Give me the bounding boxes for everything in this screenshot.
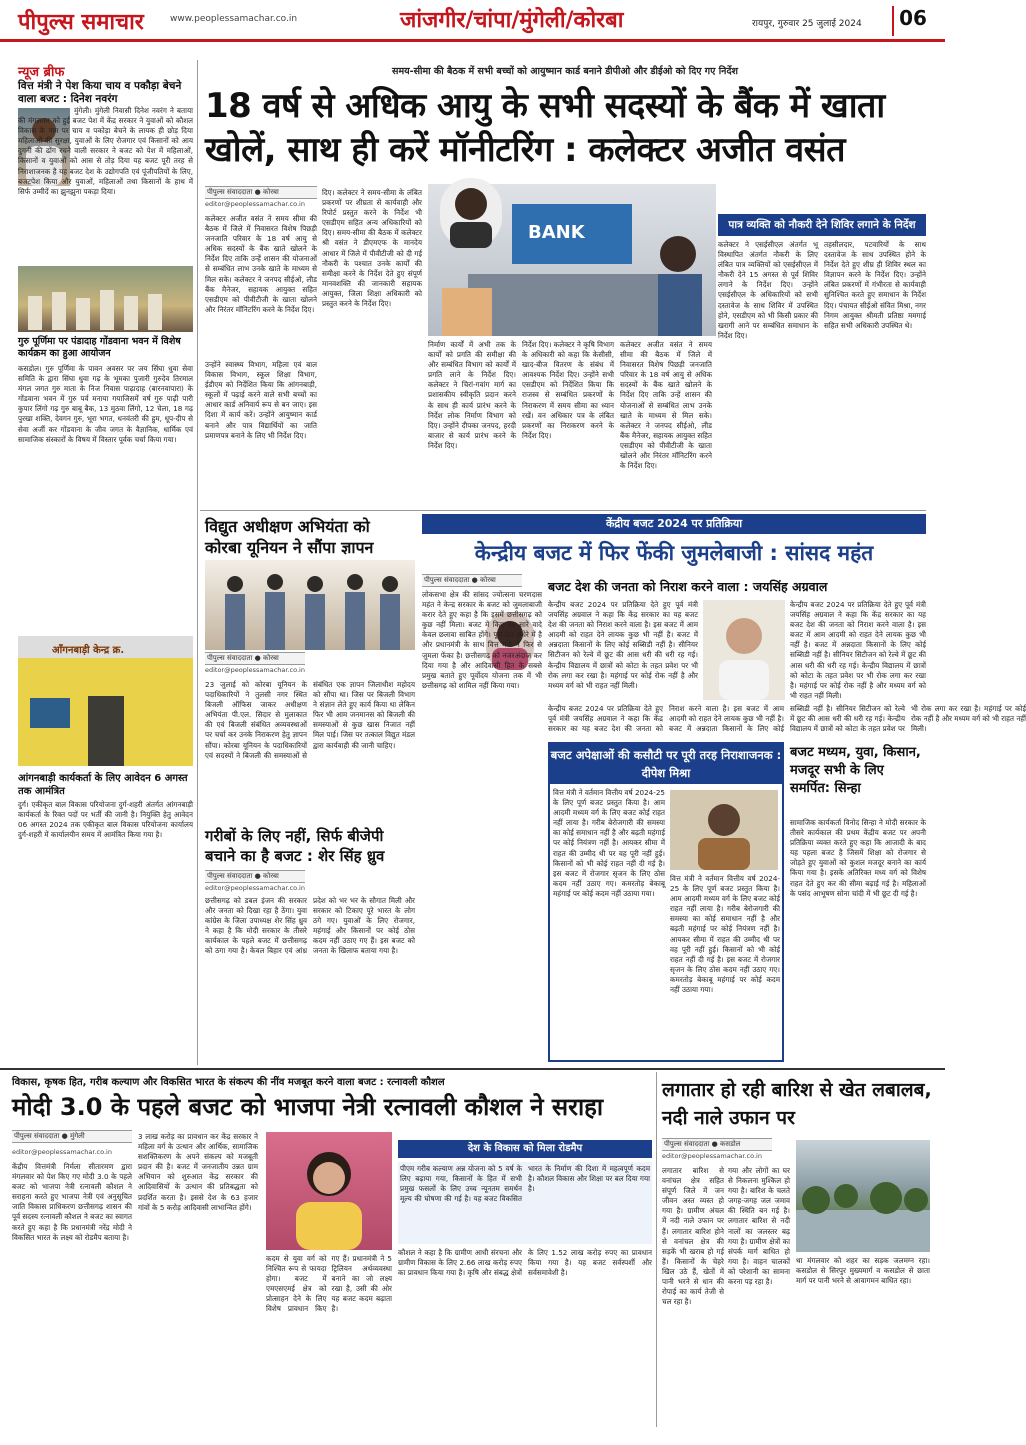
top-story-headline: 18 वर्ष से अधिक आयु के सभी सदस्यों के बैंक में खाता खोलें, साथ ही करें मॉनीटरिंग : कलेक्टर अजीत वसंत — [205, 86, 885, 170]
brief-2-photo — [18, 266, 193, 332]
fold-divider — [0, 1068, 945, 1070]
rain-story-caption: था मंगलवार को शहर का सड़क जलमग्न रहा। कसडोल से सिरपुर मुख्यमार्ग व कसडोल से छाता मार्ग पर पानी भरने से आवागमन बाधित रहा। — [796, 1256, 930, 1286]
collector-photo — [440, 178, 502, 248]
poor-story-email: editor@peoplessamachar.co.in — [205, 884, 305, 892]
gathering-photo-icon — [18, 266, 193, 332]
mahant-story-headline: केन्द्रीय बजट में फिर फेंकी जुमलेबाजी : सांसद महंत — [474, 541, 874, 565]
mahant-story-text: लोकसभा क्षेत्र की सांसद ज्योत्सना चरणदास महंत ने केन्द्र सरकार के बजट को जुमलाबाजी करार देते हुए कहा है कि इसमें छत्तीसगढ़ को कुछ नहीं मिला। बजट में किए गए सारे वादे केवल छलावा साबित होंगे। पूरा देश अंधेरे में है और प्रधानमंत्री के साथ वित्त मंत्री ने फिर से जुमला फेंका है। छत्तीसगढ़ को नजरअंदाज कर दिया गया है और आदिवासी हित के सबसे प्रमुख बताते हुए पूर्वोदय योजना तक में भी छत्तीसगढ़ को शामिल नहीं किया गया। — [422, 590, 542, 690]
union-photo — [205, 560, 415, 650]
anganwadi-sign-text: आँगनबाड़ी केन्द्र क्र. — [52, 645, 125, 656]
bottom-column-divider — [656, 1072, 657, 1427]
agrawal-story-text-3: केन्द्रीय बजट 2024 पर प्रतिक्रिया देते हुए पूर्व मंत्री जयसिंह अग्रवाल ने कहा कि केंद्र सरकार का यह बजट देश की जनता को निराश करने वाला है। इस बजट में आम आदमी को राहत देने लायक कुछ भी नहीं है। बजट में अन्नदाता किसानों के लिए कोई सब्सिडी नहीं है। सीनियर सिटीजन को रेल्वे में छूट की आस धरी की धरी रह गई। केन्द्रीय विद्यालय में छात्रों को कोटा के तहत प्रवेश पर भी रोक लगा कर रखा है। महंगाई पर कोई रोक नहीं है और मध्यम वर्ग को भी राहत नहीं मिली। — [548, 704, 1026, 734]
page-number: 06 — [892, 6, 932, 36]
mahant-story-byline: पीपुल्स संवाददाता ● कोरबा — [422, 574, 522, 587]
bottom-story-col-2: 3 लाख करोड़ का प्रावधान कर केंद्र सरकार ने महिला वर्ग के उत्थान और आर्थिक, सामाजिक सशक्तिकरण के अपने संकल्प को मजबूती प्रदान की है। बजट में जनजातीय उन्नत ग्राम अभियान को शुरुआत केंद्र सरकार की आदिवासियों के उत्थान की प्रतिबद्धता को प्रदर्शित करता है। इससे देश के 63 हजार गांवों के 5 करोड़ आदिवासी लाभान्वित होंगे। — [138, 1132, 258, 1212]
top-story-col-3: दिए। कलेक्टर ने समय-सीमा के लंबित प्रकरणों पर शीघ्रता से कार्यवाही और रिपोर्ट प्रस्तुत करने के निर्देश भी एसडीएम सहित अन्य अधिकारियों को दिए। समय-सीमा की बैठक में कलेक्टर श्री वसंत ने डीएमएफ के मानदेय आधार में जिले में पीवीटीजी को दी गई नौकरी के पश्चात उनके कार्यों की समीक्षा करने के निर्देश देते हुए संपूर्ण मानवशक्ति की जानकारी सहायक आयुक्त, जिला शिक्षा अधिकारी को प्रस्तुत करने के निर्देश दिए। — [322, 188, 422, 309]
top-story-col-2: उन्होंने स्वास्थ्य विभाग, महिला एवं बाल विकास विभाग, स्कूल शिक्षा विभाग, ईडीएम को निर्देशित किया कि आंगनबाड़ी, स्कूलों में पढ़ाई करने वाले सभी बच्चों का आधार कार्ड अनिवार्य रूप से बन जाए। इस दिशा में कार्य करें। उन्होंने आयुष्मान कार्ड बनाने और पात्र विद्यार्थियों का जाति प्रमाणपत्र बनाने के लिए भी निर्देश दिए। — [205, 360, 317, 440]
roadmap-box-title: देश के विकास को मिला रोडमैप — [398, 1140, 652, 1158]
bottom-story-headline: मोदी 3.0 के पहले बजट को भाजपा नेत्री रत्नावली कौशल ने सराहा — [12, 1093, 604, 1121]
union-story-headline: विद्युत अधीक्षण अभियंता को कोरबा यूनियन ने सौंपा ज्ञापन — [205, 517, 374, 557]
bottom-story-col-3: कदम से युवा वर्ग को निश्चित रूप से फायदा होगा। बजट में एमएसएमई क्षेत्र को प्रोत्साहन देने के लिए विशेष प्रावधान किए गए हैं। प्रधानमंत्री ने 5 ट्रिलियन अर्थव्यवस्था बनाने का जो लक्ष्य रखा है, उसी की ओर यह बजट कदम बढ़ाता है। — [266, 1254, 392, 1314]
rain-story-headline: लगातार हो रही बारिश से खेत लबालब, नदी नाले उफान पर — [662, 1079, 932, 1129]
flooded-field-icon — [796, 1140, 930, 1252]
bottom-story-col-4: पीएम गरीब कल्याण अन्न योजना को 5 वर्ष के लिए बढ़ाया गया, किसानों के हित में सभी प्रमुख फसलों के लिए उच्च न्यूनतम समर्थन मूल्य की घोषणा की गई है। यह बजट विकसित भारत के निर्माण की दिशा में महत्वपूर्ण कदम है। कौशल विकास और शिक्षा पर बल दिया गया है। — [398, 1162, 652, 1244]
column-divider — [197, 60, 198, 1065]
mishra-story-text: वित्त मंत्री ने वर्तमान वित्तीय वर्ष 2024-25 के लिए पूर्ण बजट प्रस्तुत किया है। आम आदमी मध्यम वर्ग के लिए बजट कोई राहत नहीं लाया है। गरीब बेरोजगारी की समस्या का कोई समाधान नहीं है और बढ़ती महंगाई पर कोई नियंत्रण नहीं है। आयकर सीमा में राहत की उम्मीद थी पर वह पूरी नहीं हुई। किसानों को भी कोई राहत नहीं दी गई है। इस बजट में रोजगार सृजन के लिए ठोस कदम नहीं उठाए गए। कमरतोड़ बेकाबू महंगाई पर कोई कदम नहीं उठाया गया। — [553, 788, 665, 898]
collector-portrait-icon — [440, 178, 502, 248]
brief-1-text: मुंगेली। मुंगेली निवासी दिनेश नवरंग ने बताया की मंगलवार को हुई बजट पेश में केंद्र सरकार ने युवाओं को कौशल विकास के नाम पर चाय व पकोड़ा बेचने के लायक ही छोड़ दिया महिलाओं की सुरक्षा, युवाओं के लिए रोजगार एवं किसानों को आय दुगनी की ढोंग रचने वाली सरकार ने बजट को पेश में महिलाओं, किसानों व युवाओं को आस से तोड़ दिया यह बजट पूरी तरह से निराशाजनक है यह बजट देश के उद्योगपति एवं पूंजीपतियों के लिए, बजटपेश किया और युवाओं, महिलाओं तथा किसानों के हाथ में सिर्फ उम्मीदें का झुनझुना पकड़ा दिया। — [18, 106, 193, 196]
agrawal-story-text-2: केन्द्रीय बजट 2024 पर प्रतिक्रिया देते हुए पूर्व मंत्री जयसिंह अग्रवाल ने कहा कि केंद्र सरकार का यह बजट देश की जनता को निराश करने वाला है। इस बजट में आम आदमी को राहत देने लायक कुछ भी नहीं है। बजट में अन्नदाता किसानों के लिए कोई सब्सिडी नहीं है। सीनियर सिटीजन को रेल्वे में छूट की आस धरी की धरी रह गई। केन्द्रीय विद्यालय में छात्रों को कोटा के तहत प्रवेश पर भी रोक लगा कर रखा है। महंगाई पर कोई रोक नहीं है और मध्यम वर्ग को भी राहत नहीं मिली। — [790, 600, 926, 700]
brand-logo: पीपुल्स समाचार — [18, 9, 144, 35]
mishra-story-text-2: वित्त मंत्री ने वर्तमान वित्तीय वर्ष 2024-25 के लिए पूर्ण बजट प्रस्तुत किया है। आम आदमी मध्यम वर्ग के लिए बजट कोई राहत नहीं लाया है। गरीब बेरोजगारी की समस्या का कोई समाधान नहीं है और बढ़ती महंगाई पर कोई नियंत्रण नहीं है। आयकर सीमा में राहत की उम्मीद थी पर वह पूरी नहीं हुई। किसानों को भी कोई राहत नहीं दी गई है। इस बजट में रोजगार सृजन के लिए ठोस कदम नहीं उठाए गए। कमरतोड़ बेकाबू महंगाई पर कोई कदम नहीं उठाया गया। — [670, 874, 780, 995]
bank-sign-text: BANK — [528, 222, 585, 243]
rain-story-col-2: गया और लोगों का घर से निकलना मुश्किल हो गया है। बारिश के चलते जगह-जगह जल जमाव की स्थिति बन गई है। लगातार बारिश से नदी नालों का जलस्तर बढ़ गया है। ग्रामीण क्षेत्रों का संपर्क मार्ग बाधित हो गया है। वाहन चालकों को परेशानी का सामना करना पड़ रहा है। — [728, 1166, 790, 1287]
top-story-col-5b: कलेक्टर अजीत वसंत ने समय सीमा की बैठक में जिले में निवासरत विशेष पिछड़ी जनजाति परिवार के 18 वर्ष आयु से अधिक सदस्यों के बैंक खाते खोलने के निर्देश दिए ताकि उन्हें शासन की योजनाओं से सम्बंधित लाभ उनके खाते के माध्यम से मिल सके। कलेक्टर ने जनपद सीईओ, लीड बैंक मैनेजर, सहायक आयुक्त सहित एसडीएम को पीवीटीजी के खाता खोलने और निरंतर मॉनिटरिंग करने के निर्देश दिए। — [620, 340, 712, 471]
top-story-byline: पीपुल्स संवाददाता ● कोरबा — [205, 186, 317, 199]
mishra-portrait-icon — [670, 790, 778, 870]
sinha-story-headline: बजट मध्यम, युवा, किसान, मजदूर सभी के लिए समर्पित: सिन्हा — [790, 745, 921, 796]
poor-story-headline: गरीबों के लिए नहीं, सिर्फ बीजेपी बचाने का है बजट : शेर सिंह ध्रुव — [205, 827, 385, 865]
mishra-photo — [670, 790, 778, 870]
jobs-story-col-1: कलेक्टर ने एसईसीएल अंतर्गत भू विस्थापित अंतर्गत नौकरी के लिए लंबित पात्र व्यक्तियों को एसईसीएल में नौकरी देने 15 अगस्त से पूर्व शिविर लगाने के निर्देश दिए। उन्होंने एसईसीएल के अधिकारियों को सभी दस्तावेज के साथ शिविर में उपस्थित होने, एसडीएम को भी किसी प्रकार की खरागी आने पर सम्बंधित समाधान के निर्देश दिए। — [718, 240, 818, 340]
kaushal-photo — [266, 1132, 392, 1250]
budget-reaction-banner: केंद्रीय बजट 2024 पर प्रतिक्रिया — [422, 514, 926, 534]
rain-story-email: editor@peoplessamachar.co.in — [662, 1152, 762, 1160]
agrawal-story-headline: बजट देश की जनता को निराश करने वाला : जयसिंह अग्रवाल — [548, 579, 828, 594]
jobs-story-col-2: तहसीलदार, पटवारियों के साथ दस्तावेज के साथ उपस्थित होने के निर्देश देते हुए शीघ्र ही शिविर स्थल का विज्ञापन करने के निर्देश दिए। उन्होंने लंबित प्रकरणों में गंभीरता से कार्यवाही सुनिश्चित करते हुए समाधान के निर्देश दिए। पंचायत सीईओ संवित मिश्रा, नगर निगम आयुक्त श्रीमती प्रतिष्ठा ममगाई सहित सभी अधिकारी उपस्थित थे। — [824, 240, 926, 330]
rain-story-byline: पीपुल्स संवाददाता ● कसडोल — [662, 1138, 772, 1151]
bottom-story-email: editor@peoplessamachar.co.in — [12, 1148, 112, 1156]
group-photo-icon — [205, 560, 415, 650]
brief-2-text: कसडोल। गुरु पूर्णिमा के पावन अवसर पर जय सिंघा धुवा सेवा समिति के द्वारा सिंघा धुवा गढ़ के भूमका पुजारी गुरुदेव तिरमाल मंगल जगत गुरु माता के निज निवास पाढ़ादाह (बारनवापारा) के गोंडवाना भवन में गुरु पर्व मनाया गयाजिसमें वर्ष गुरु पाढ़ी पारी कुपार लिंगो गढ़ गुरु बाबू बैक, 13 मुठवा लिंगो, 12 चेला, 18 गढ़ पुरखा शक्ति, देवगन गुरु, भूरा भगत, धनवंतरी की हुम, धूप-दीप से सेवा अर्जी कर गोंडवाना के जीव जगत के वैज्ञानिक, धार्मिक एवं सामाजिक संस्कारों के विषय में विस्तार पूर्वक चर्चा किया गया। — [18, 364, 193, 444]
bottom-story-byline: पीपुल्स संवाददाता ● मुंगेली — [12, 1130, 132, 1143]
top-story-email: editor@peoplessamachar.co.in — [205, 200, 305, 208]
poor-story-text: छत्तीसगढ़ को डबल इंजन की सरकार और जनता को दिखा रहा है ठेंगा। युवा कांग्रेस के जिला उपाध्यक्ष शेर सिंह ध्रुव ने कहा है कि मोदी सरकार के तीसरे कार्यकाल के पहले बजट में छत्तीसगढ़ को ठगा गया है। केवल बिहार एवं आंध्र प्रदेश को भर भर के सौगात मिली और सरकार को टिकाए पूरे भारत के लोग ठगे गए। युवाओं के लिए रोजगार, महंगाई और किसानों पर कोई ठोस कदम नहीं उठाए गए हैं। इस बजट को जनता के खिलाफ बताया गया है। — [205, 896, 415, 956]
bottom-story-col-1: केंद्रीय वित्तमंत्री निर्मला सीतारमण द्वारा मंगलवार को पेश किए गए मोदी 3.0 के पहले बजट को भाजपा नेत्री रत्नावली कौशल ने सराहना करते हुए भाजपा नेत्री एवं अनुसूचित जाति विकास प्राधिकरण छत्तीसगढ़ शासन की पूर्व सदस्य रत्नावली कौशल ने बजट का स्वागत करते हुए कहा है कि प्रधानमंत्री नरेंद्र मोदी ने विकसित भारत के लक्ष्य को रोडमैप बताया है। — [12, 1162, 132, 1242]
bottom-story-kicker: विकास, कृषक हित, गरीब कल्याण और विकसित भारत के संकल्प की नींव मजबूत करने वाला बजट : रत्नावली कौशल — [12, 1077, 445, 1088]
union-story-email: editor@peoplessamachar.co.in — [205, 666, 305, 674]
top-story-col-5: निर्देश दिए। कलेक्टर ने कृषि विभाग के अधिकारी को कहा कि केसीसी, खाद-बीज वितरण के संबंध में आवश्यक निर्देश दिए। उन्होंने सभी एसडीएम को निर्देशित किया कि राजस्व से सम्बंधित प्रकरणों के निराकरण में समय सीमा का ध्यान रखें। वन अधिकार पत्र के लंबित प्रकरणों का निराकरण करने के निर्देश दिए। — [522, 340, 614, 440]
brief-3-text: दुर्ग। एकीकृत बाल विकास परियोजना दुर्ग-शहरी अंतर्गत आंगनबाड़ी कार्यकर्ता के रिक्त पदों पर भर्ती की जानी है। नियुक्ति हेतु आवेदन 06 अगस्त 2024 तक एकीकृत बाल विकास परियोजना कार्यालय दुर्ग-शहरी में कार्यालयीन समय में आमंत्रित किया गया है। — [18, 800, 193, 840]
bottom-story-col-5: कौशल ने कहा है कि ग्रामीण आधी संरचना और ग्रामीण विकास के लिए 2.66 लाख करोड़ रुपए का प्रावधान किया गया है। कृषि और संबद्ध क्षेत्रों के लिए 1.52 लाख करोड़ रुपए का प्रावधान किया गया है। यह बजट सर्वस्पर्शी और सर्वसमावेशी है। — [398, 1248, 652, 1278]
issue-date: रायपुर, गुरुवार 25 जुलाई 2024 — [752, 19, 862, 29]
agrawal-story-text: केन्द्रीय बजट 2024 पर प्रतिक्रिया देते हुए पूर्व मंत्री जयसिंह अग्रवाल ने कहा कि केंद्र सरकार का यह बजट देश की जनता को निराश करने वाला है। इस बजट में आम आदमी को राहत देने लायक कुछ भी नहीं है। बजट में अन्नदाता किसानों के लिए कोई सब्सिडी नहीं है। सीनियर सिटीजन को रेल्वे में छूट की आस धरी की धरी रह गई। केन्द्रीय विद्यालय में छात्रों को कोटा के तहत प्रवेश पर भी रोक लगा कर रखा है। महंगाई पर कोई रोक नहीं है और मध्यम वर्ग को भी राहत नहीं मिली। — [548, 600, 698, 690]
brief-1-title: वित्त मंत्री ने पेश किया चाय व पकौड़ा बेचने वाला बजट : दिनेश नवरंग — [18, 80, 182, 105]
flood-photo — [796, 1140, 930, 1252]
section-divider — [200, 510, 926, 511]
top-story-col-1: कलेक्टर अजीत वसंत ने समय सीमा की बैठक में जिले में निवासरत विशेष पिछड़ी जनजाति परिवार के 18 वर्ष आयु से अधिक सदस्यों के बैंक खाते खोलने के निर्देश दिए ताकि उन्हें शासन की योजनाओं से सम्बंधित लाभ उनके खाते के माध्यम से मिल सके। कलेक्टर ने जनपद सीईओ, लीड बैंक मैनेजर, सहायक आयुक्त सहित एसडीएम को पीवीटीजी के खाता खोलने और निरंतर मॉनिटरिंग करने के निर्देश दिए। — [205, 214, 317, 314]
kaushal-portrait-icon — [266, 1132, 392, 1250]
rain-story-col-1: लगातार बारिश से वनांचल क्षेत्र सहित संपूर्ण जिले में जन जीवन अस्त व्यस्त हो गया है। ग्रामीण अंचल में नदी नाले उफान पर हैं। लगातार बारिश होने से वनांचल क्षेत्र की सड़कें भी खराब हो गई हैं। किसानों के चेहरे खिल उठे हैं, खेतों में पानी भरने से धान की रोपाई का कार्य तेजी से चल रहा है। — [662, 1166, 724, 1307]
brief-3-photo — [18, 636, 193, 766]
top-story-kicker: समय-सीमा की बैठक में सभी बच्चों को आयुष्मान कार्ड बनाने डीपीओ और डीईओ को दिए गए निर्देश — [392, 66, 738, 77]
jobs-story-title: पात्र व्यक्ति को नौकरी देने शिविर लगाने के निर्देश — [718, 214, 926, 236]
top-story-col-4: निर्माण कार्यों में अभी तक के कार्यों को प्रगति की समीक्षा की और सम्बंधित विभाग को कार्यों में प्रगति लाने के निर्देश दिए। कलेक्टर ने चिरां-गवांग मार्ग का प्रशासकीय स्वीकृति प्रदान करने के साथ ही कार्य प्रारंभ करने के निर्देश लोक निर्माण विभाग को दिए। उन्होंने दीपका जनपद, हरदी बाजार से कार्य प्रारंभ करने के निर्देश दिए। — [428, 340, 516, 450]
news-brief-label: न्यूज ब्रीफ — [18, 65, 65, 80]
edition-title: जांजगीर/चांपा/मुंगेली/कोरबा — [400, 8, 624, 33]
agrawal-photo — [703, 600, 785, 700]
brief-2-title: गुरु पूर्णिमा पर पंडादाह गोंडवाना भवन में विशेष कार्यक्रम का हुआ आयोजन — [18, 336, 181, 359]
agrawal-portrait-icon — [703, 600, 785, 700]
poor-story-byline: पीपुल्स संवाददाता ● कोरबा — [205, 870, 305, 883]
site-url[interactable]: www.peoplessamachar.co.in — [170, 14, 298, 24]
sinha-story-text: सामाजिक कार्यकर्ता विनोद सिन्हा ने मोदी सरकार के तीसरे कार्यकाल की प्रथम केंद्रीय बजट पर अपनी प्रतिक्रिया व्यक्त करते हुए कहा कि आजादी के बाद यह पहला बजट है जिसमें शिक्षा को रोजगार से जोड़ते हुए युवाओं को कुशल मजदूर बनाने का कार्य किया गया है। इसके अतिरिक्त मध्य वर्ग को विशेष राहत देते हुए कर की सीमा बढ़ाई गई है। महिलाओं के पसंद आभूषण सोना चांदी में भी छूट दी गई है। — [790, 818, 926, 898]
brief-3-title: आंगनबाड़ी कार्यकर्ता के लिए आवेदन 6 अगस्त तक आमंत्रित — [18, 773, 188, 797]
union-story-byline: पीपुल्स संवाददाता ● कोरबा — [205, 652, 305, 665]
mishra-story-headline: बजट अपेक्षाओं की कसौटी पर पूरी तरह निराशाजनक : दीपेश मिश्रा — [550, 744, 782, 784]
union-story-text: 23 जुलाई को कोरबा यूनियन के पदाधिकारियों ने तुलसी नगर स्थित बिजली ऑफिस जाकर अधीक्षण अभियंता पी.एल. सिदार से मुलाकात की एवं बिजली संबंधित अव्यवस्थाओं पर चर्चा कर उनके निराकरण हेतु ज्ञापन सौंपा। कोरबा यूनियन के पदाधिकारियों एवं सदस्यों ने बिजली की समस्याओं से संबंधित एक ज्ञापन जिलाधीश महोदय को सौंपा था। जिस पर बिजली विभाग ने संज्ञान लेते हुए कार्य किया था लेकिन फिर भी आम जनमानस को बिजली की समस्याओं से कुछ खास निजात नहीं मिल पाई। जिस पर तत्काल विद्युत मंडल द्वारा कार्यवाही की जानी चाहिए। — [205, 680, 415, 760]
